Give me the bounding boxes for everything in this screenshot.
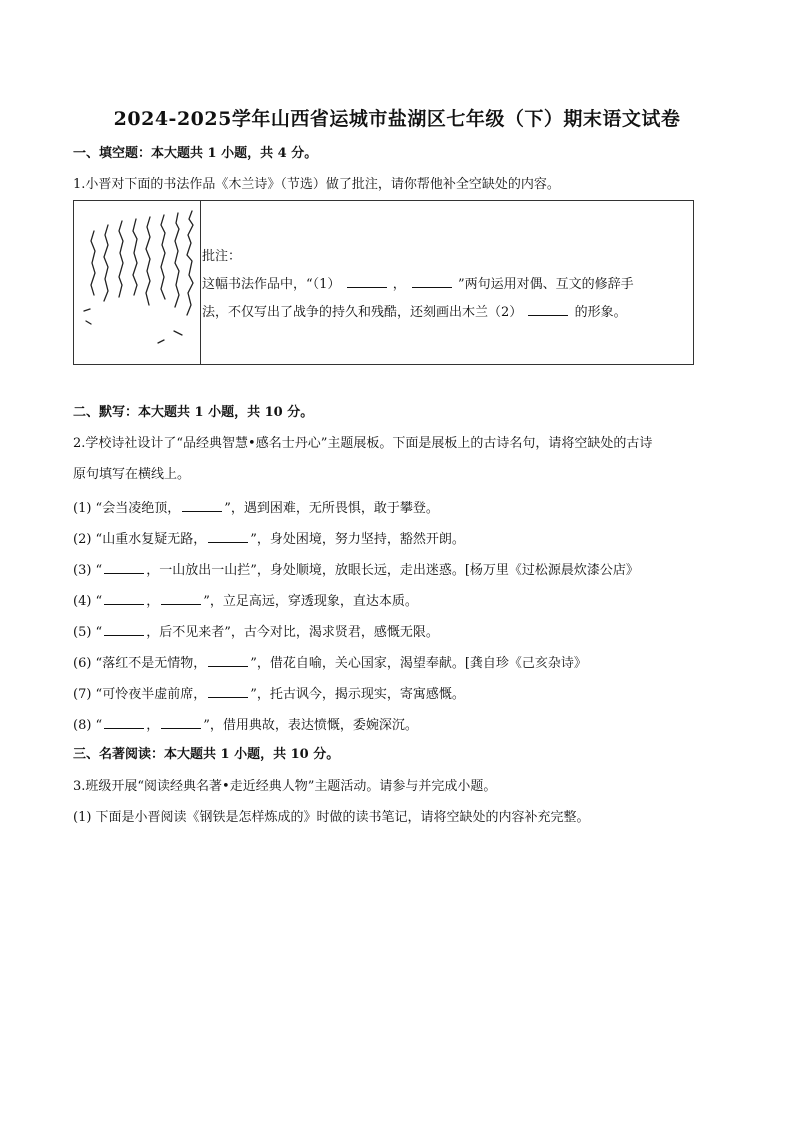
question-1: 1.小晋对下面的书法作品《木兰诗》（节选）做了批注，请你帮他补全空缺处的内容。 [73, 177, 560, 192]
page-title: 2024-2025学年山西省运城市盐湖区七年级（下）期末语文试卷 [113, 108, 681, 130]
blank[interactable] [104, 561, 144, 574]
dictation-item: (2) “山重水复疑无路， ”，身处困境，努力坚持，豁然开朗。 [73, 532, 465, 547]
blank[interactable] [104, 623, 144, 636]
annotation-label: 批注： [202, 249, 242, 264]
question-2-line-2: 原句填写在横线上。 [73, 467, 191, 482]
annotation-text [202, 243, 682, 327]
dictation-item: (7) “可怜夜半虚前席， ”，托古讽今，揭示现实，寄寓感慨。 [73, 687, 465, 702]
blank[interactable] [182, 499, 222, 512]
calligraphy-image [74, 201, 201, 364]
blank[interactable] [208, 530, 248, 543]
section1-heading: 一、填空题：本大题共 1 小题，共 4 分。 [73, 146, 318, 161]
blank[interactable] [161, 716, 201, 729]
section3-heading: 三、名著阅读：本大题共 1 小题，共 10 分。 [73, 747, 340, 762]
section2-heading: 二、默写：本大题共 1 小题，共 10 分。 [73, 405, 314, 420]
blank[interactable] [161, 592, 201, 605]
blank-1a[interactable] [347, 275, 387, 288]
blank-2[interactable] [528, 303, 568, 316]
question-2-line-1: 2.学校诗社设计了“品经典智慧•感名士丹心”主题展板。下面是展板上的古诗名句，请将空缺处的古诗 [73, 436, 653, 451]
blank[interactable] [104, 716, 144, 729]
dictation-item: (1) “会当凌绝顶， ”，遇到困难，无所畏惧，敢于攀登。 [73, 501, 439, 516]
dictation-item: (5) “ ，后不见来者”，古今对比，渴求贤君，感慨无限。 [73, 625, 439, 640]
dictation-item: (3) “ ，一山放出一山拦”，身处顺境，放眼长远，走出迷惑。[杨万里《过松源晨炊漆公店》 [73, 563, 639, 578]
blank-1b[interactable] [412, 275, 452, 288]
blank[interactable] [208, 654, 248, 667]
dictation-item: (4) “ ， ”，立足高远，穿透现象，直达本质。 [73, 594, 418, 609]
dictation-item: (8) “ ， ”，借用典故，表达愤慨，委婉深沉。 [73, 718, 418, 733]
annotation-box [73, 200, 694, 365]
annotation-line-2: 法，不仅写出了战争的持久和残酷，还刻画出木兰（2） 的形象。 [202, 305, 627, 320]
blank[interactable] [208, 685, 248, 698]
question-3-1: (1) 下面是小晋阅读《钢铁是怎样炼成的》时做的读书笔记，请将空缺处的内容补充完整。 [73, 810, 590, 825]
annotation-line-1: 这幅书法作品中，“（1） ， ”两句运用对偶、互文的修辞手 [202, 277, 634, 292]
dictation-item: (6) “落红不是无情物， ”，借花自喻，关心国家，渴望奉献。[龚自珍《己亥杂诗》 [73, 656, 587, 671]
blank[interactable] [104, 592, 144, 605]
question-3: 3.班级开展“阅读经典名著•走近经典人物”主题活动。请参与并完成小题。 [73, 779, 497, 794]
